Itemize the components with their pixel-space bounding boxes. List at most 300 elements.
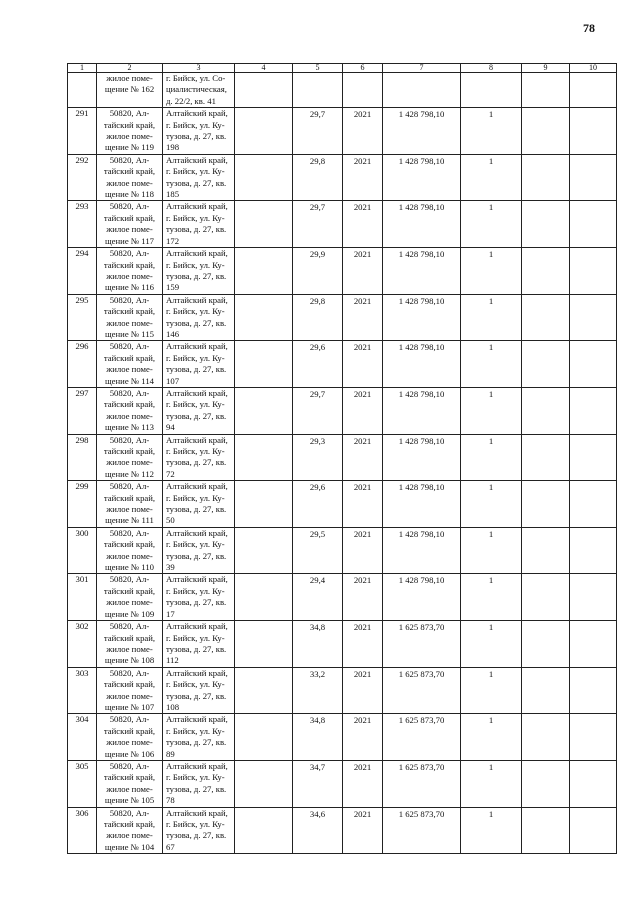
column-9-value-cell [522, 527, 570, 574]
column-4-value-cell [235, 574, 293, 621]
quantity-value: 1 [488, 528, 494, 539]
area-value-cell [293, 154, 343, 201]
object-name: 50820, Ал- тайский край, жилое поме- щение № 115 [103, 294, 156, 339]
year-value: 2021 [353, 715, 372, 726]
row-number: 294 [75, 248, 89, 259]
quantity-value: 1 [488, 808, 494, 819]
year-value: 2021 [353, 761, 372, 772]
column-10-value-cell [570, 201, 617, 248]
column-10-value-cell [570, 574, 617, 621]
quantity-value-cell [461, 527, 522, 574]
column-9-value-cell [522, 667, 570, 714]
area-value: 29,9 [309, 249, 326, 260]
quantity-value: 1 [488, 761, 494, 772]
column-9-value-cell [522, 154, 570, 201]
column-9-value-cell [522, 481, 570, 528]
object-name: 50820, Ал- тайский край, жилое поме- щение № 118 [103, 154, 156, 200]
year-value-cell [343, 621, 383, 668]
year-value-cell [343, 108, 383, 155]
year-value: 2021 [353, 668, 372, 679]
year-value-cell [343, 154, 383, 201]
year-value: 2021 [353, 528, 372, 539]
column-10-value-cell [570, 341, 617, 388]
column-10-value-cell [570, 73, 617, 108]
cost-value-cell [383, 434, 461, 481]
cost-value: 1 428 798,10 [398, 202, 445, 213]
column-10-value-cell [570, 760, 617, 807]
row-number-cell [68, 73, 97, 108]
cost-value-cell [383, 481, 461, 528]
column-9-value-cell [522, 248, 570, 295]
area-value: 29,8 [309, 155, 326, 166]
object-name-cell [97, 760, 163, 807]
object-name: 50820, Ал- тайский край, жилое поме- щение № 117 [103, 201, 156, 246]
row-number-cell [68, 248, 97, 295]
column-9-value-cell [522, 108, 570, 155]
cost-value-cell [383, 387, 461, 434]
table-row [68, 387, 617, 434]
year-value: 2021 [353, 575, 372, 586]
table-row [68, 574, 617, 621]
area-value: 29,3 [309, 435, 326, 446]
object-name-cell [97, 621, 163, 668]
year-value: 2021 [353, 155, 372, 166]
row-number-cell [68, 527, 97, 574]
column-4-value-cell [235, 387, 293, 434]
property-table [67, 63, 617, 854]
quantity-value-cell [461, 760, 522, 807]
column-10-value-cell [570, 108, 617, 155]
column-4-value-cell [235, 108, 293, 155]
row-number: 293 [75, 201, 89, 212]
column-header: 8 [461, 64, 522, 73]
row-number: 299 [75, 481, 89, 492]
quantity-value: 1 [488, 482, 494, 493]
address-cell [163, 667, 235, 714]
table-row [68, 621, 617, 668]
area-value-cell [293, 108, 343, 155]
column-4-value-cell [235, 760, 293, 807]
area-value-cell [293, 621, 343, 668]
cost-value: 1 428 798,10 [398, 388, 445, 399]
area-value-cell [293, 73, 343, 108]
object-name: 50820, Ал- тайский край, жилое поме- щение № 111 [103, 481, 156, 526]
quantity-value: 1 [488, 715, 494, 726]
area-value: 34,7 [309, 761, 326, 772]
area-value: 29,7 [309, 388, 326, 399]
table-row [68, 434, 617, 481]
table-row [68, 527, 617, 574]
quantity-value-cell [461, 387, 522, 434]
column-4-value-cell [235, 621, 293, 668]
cost-value-cell [383, 714, 461, 761]
area-value: 29,6 [309, 482, 326, 493]
year-value-cell [343, 341, 383, 388]
area-value-cell [293, 714, 343, 761]
quantity-value-cell [461, 667, 522, 714]
cost-value-cell [383, 341, 461, 388]
year-value: 2021 [353, 482, 372, 493]
year-value-cell [343, 201, 383, 248]
column-10-value-cell [570, 248, 617, 295]
row-number-cell [68, 108, 97, 155]
row-number: 303 [75, 667, 89, 678]
area-value-cell [293, 294, 343, 341]
address: Алтайский край, г. Бийск, ул. Ку- тузова, д. 27, кв. 185 [166, 154, 228, 200]
table-row [68, 667, 617, 714]
area-value-cell [293, 248, 343, 295]
column-10-value-cell [570, 481, 617, 528]
area-value: 34,8 [309, 622, 326, 633]
object-name: 50820, Ал- тайский край, жилое поме- щение № 114 [103, 341, 156, 386]
table-row [68, 73, 617, 108]
cost-value-cell [383, 201, 461, 248]
address-cell [163, 248, 235, 295]
address: Алтайский край, г. Бийск, ул. Ку- тузова, д. 27, кв. 78 [166, 760, 228, 806]
quantity-value: 1 [488, 342, 494, 353]
cost-value: 1 428 798,10 [398, 575, 445, 586]
object-name-cell [97, 341, 163, 388]
object-name: 50820, Ал- тайский край, жилое поме- щение № 108 [103, 621, 156, 666]
column-10-value-cell [570, 527, 617, 574]
cost-value: 1 625 873,70 [398, 668, 445, 679]
table-row [68, 341, 617, 388]
column-header: 3 [163, 64, 235, 73]
row-number-cell [68, 481, 97, 528]
area-value-cell [293, 574, 343, 621]
cost-value: 1 428 798,10 [398, 435, 445, 446]
column-9-value-cell [522, 201, 570, 248]
area-value-cell [293, 481, 343, 528]
row-number-cell [68, 760, 97, 807]
column-4-value-cell [235, 154, 293, 201]
cost-value-cell [383, 527, 461, 574]
cost-value: 1 625 873,70 [398, 808, 445, 819]
area-value-cell [293, 667, 343, 714]
cost-value-cell [383, 73, 461, 108]
column-header: 6 [343, 64, 383, 73]
address-cell [163, 714, 235, 761]
year-value-cell [343, 73, 383, 108]
cost-value-cell [383, 807, 461, 854]
table-row [68, 760, 617, 807]
column-10-value-cell [570, 667, 617, 714]
column-4-value-cell [235, 73, 293, 108]
cost-value-cell [383, 574, 461, 621]
column-9-value-cell [522, 714, 570, 761]
object-name: 50820, Ал- тайский край, жилое поме- щение № 109 [103, 574, 156, 619]
cost-value-cell [383, 294, 461, 341]
area-value-cell [293, 201, 343, 248]
quantity-value-cell [461, 201, 522, 248]
cost-value: 1 625 873,70 [398, 622, 445, 633]
quantity-value: 1 [488, 295, 494, 306]
column-9-value-cell [522, 387, 570, 434]
object-name: 50820, Ал- тайский край, жилое поме- щение № 112 [103, 434, 156, 479]
area-value: 29,7 [309, 202, 326, 213]
year-value: 2021 [353, 808, 372, 819]
area-value: 29,7 [309, 109, 326, 120]
year-value-cell [343, 387, 383, 434]
page-number: 78 [583, 21, 595, 35]
address: Алтайский край, г. Бийск, ул. Ку- тузова, д. 27, кв. 146 [166, 294, 228, 339]
column-header: 9 [522, 64, 570, 73]
row-number-cell [68, 667, 97, 714]
column-4-value-cell [235, 667, 293, 714]
address-cell [163, 527, 235, 574]
column-9-value-cell [522, 341, 570, 388]
column-header: 5 [293, 64, 343, 73]
address-cell [163, 574, 235, 621]
address-cell [163, 108, 235, 155]
object-name-cell [97, 714, 163, 761]
row-number-cell [68, 154, 97, 201]
row-number-cell [68, 387, 97, 434]
object-name-cell [97, 201, 163, 248]
quantity-value-cell [461, 248, 522, 295]
table-header-row [68, 64, 617, 73]
year-value-cell [343, 434, 383, 481]
column-10-value-cell [570, 434, 617, 481]
quantity-value: 1 [488, 575, 494, 586]
object-name-cell [97, 248, 163, 295]
object-name-cell [97, 108, 163, 155]
address: Алтайский край, г. Бийск, ул. Ку- тузова, д. 27, кв. 50 [166, 481, 228, 526]
address-cell [163, 387, 235, 434]
column-10-value-cell [570, 621, 617, 668]
cost-value: 1 428 798,10 [398, 482, 445, 493]
column-header: 7 [383, 64, 461, 73]
cost-value-cell [383, 154, 461, 201]
row-number-cell [68, 714, 97, 761]
address-cell [163, 621, 235, 668]
year-value-cell [343, 481, 383, 528]
column-10-value-cell [570, 807, 617, 854]
quantity-value: 1 [488, 249, 494, 260]
quantity-value-cell [461, 807, 522, 854]
row-number: 297 [75, 387, 89, 398]
year-value: 2021 [353, 342, 372, 353]
cost-value-cell [383, 760, 461, 807]
object-name-cell [97, 527, 163, 574]
row-number: 298 [75, 434, 89, 445]
table-row [68, 481, 617, 528]
object-name-cell [97, 667, 163, 714]
year-value-cell [343, 807, 383, 854]
quantity-value-cell [461, 621, 522, 668]
area-value-cell [293, 434, 343, 481]
cost-value: 1 428 798,10 [398, 109, 445, 120]
row-number: 300 [75, 527, 89, 538]
year-value-cell [343, 527, 383, 574]
column-header: 2 [97, 64, 163, 73]
address: Алтайский край, г. Бийск, ул. Ку- тузова, д. 27, кв. 89 [166, 714, 228, 759]
address: г. Бийск, ул. Со- циалистическая, д. 22/2, кв. 41 [166, 73, 227, 106]
table-row [68, 108, 617, 155]
cost-value-cell [383, 248, 461, 295]
year-value: 2021 [353, 202, 372, 213]
column-9-value-cell [522, 621, 570, 668]
column-4-value-cell [235, 341, 293, 388]
object-name: 50820, Ал- тайский край, жилое поме- щение № 116 [103, 248, 156, 293]
object-name: 50820, Ал- тайский край, жилое поме- щение № 110 [103, 527, 156, 573]
object-name-cell [97, 574, 163, 621]
row-number: 292 [75, 154, 89, 165]
area-value-cell [293, 807, 343, 854]
table-row [68, 714, 617, 761]
column-10-value-cell [570, 294, 617, 341]
address: Алтайский край, г. Бийск, ул. Ку- тузова, д. 27, кв. 67 [166, 807, 228, 852]
object-name-cell [97, 387, 163, 434]
column-header: 4 [235, 64, 293, 73]
quantity-value: 1 [488, 388, 494, 399]
address-cell [163, 760, 235, 807]
row-number: 301 [75, 574, 89, 585]
row-number: 291 [75, 108, 89, 119]
address-cell [163, 201, 235, 248]
cost-value: 1 428 798,10 [398, 295, 445, 306]
year-value-cell [343, 574, 383, 621]
year-value: 2021 [353, 622, 372, 633]
address-cell [163, 154, 235, 201]
address: Алтайский край, г. Бийск, ул. Ку- тузова, д. 27, кв. 17 [166, 574, 228, 619]
table-row [68, 807, 617, 854]
area-value: 34,6 [309, 808, 326, 819]
address: Алтайский край, г. Бийск, ул. Ку- тузова, д. 27, кв. 72 [166, 434, 228, 479]
year-value: 2021 [353, 109, 372, 120]
quantity-value-cell [461, 574, 522, 621]
quantity-value-cell [461, 341, 522, 388]
row-number-cell [68, 807, 97, 854]
column-4-value-cell [235, 714, 293, 761]
row-number: 306 [75, 807, 89, 818]
quantity-value: 1 [488, 668, 494, 679]
area-value: 33,2 [309, 668, 326, 679]
year-value-cell [343, 294, 383, 341]
column-9-value-cell [522, 73, 570, 108]
column-9-value-cell [522, 434, 570, 481]
table-row [68, 248, 617, 295]
address: Алтайский край, г. Бийск, ул. Ку- тузова, д. 27, кв. 39 [166, 527, 228, 573]
cost-value: 1 428 798,10 [398, 155, 445, 166]
year-value: 2021 [353, 388, 372, 399]
year-value-cell [343, 760, 383, 807]
object-name: 50820, Ал- тайский край, жилое поме- щение № 119 [103, 108, 156, 153]
table-row [68, 294, 617, 341]
quantity-value-cell [461, 108, 522, 155]
row-number-cell [68, 341, 97, 388]
area-value-cell [293, 341, 343, 388]
row-number: 302 [75, 621, 89, 632]
area-value: 29,4 [309, 575, 326, 586]
quantity-value: 1 [488, 155, 494, 166]
column-10-value-cell [570, 387, 617, 434]
quantity-value: 1 [488, 109, 494, 120]
address-cell [163, 341, 235, 388]
address-cell [163, 807, 235, 854]
object-name-cell [97, 481, 163, 528]
area-value-cell [293, 760, 343, 807]
column-9-value-cell [522, 574, 570, 621]
quantity-value-cell [461, 434, 522, 481]
area-value-cell [293, 527, 343, 574]
column-4-value-cell [235, 527, 293, 574]
column-4-value-cell [235, 807, 293, 854]
row-number: 305 [75, 760, 89, 771]
object-name: жилое поме- щение № 162 [104, 73, 155, 95]
column-10-value-cell [570, 714, 617, 761]
year-value-cell [343, 714, 383, 761]
address-cell [163, 434, 235, 481]
year-value: 2021 [353, 435, 372, 446]
row-number: 296 [75, 341, 89, 352]
year-value-cell [343, 667, 383, 714]
quantity-value-cell [461, 73, 522, 108]
address: Алтайский край, г. Бийск, ул. Ку- тузова, д. 27, кв. 112 [166, 621, 228, 666]
address: Алтайский край, г. Бийск, ул. Ку- тузова, д. 27, кв. 107 [166, 341, 228, 386]
quantity-value-cell [461, 481, 522, 528]
address-cell [163, 481, 235, 528]
row-number-cell [68, 201, 97, 248]
object-name-cell [97, 73, 163, 108]
object-name-cell [97, 434, 163, 481]
object-name: 50820, Ал- тайский край, жилое поме- щение № 107 [103, 667, 156, 712]
cost-value: 1 625 873,70 [398, 761, 445, 772]
column-4-value-cell [235, 201, 293, 248]
column-header: 10 [570, 64, 617, 73]
object-name: 50820, Ал- тайский край, жилое поме- щение № 104 [103, 807, 156, 852]
column-header: 1 [68, 64, 97, 73]
cost-value-cell [383, 108, 461, 155]
row-number: 304 [75, 714, 89, 725]
table-row [68, 201, 617, 248]
year-value: 2021 [353, 295, 372, 306]
address: Алтайский край, г. Бийск, ул. Ку- тузова, д. 27, кв. 198 [166, 108, 228, 153]
cost-value: 1 428 798,10 [398, 342, 445, 353]
column-4-value-cell [235, 248, 293, 295]
area-value: 29,6 [309, 342, 326, 353]
object-name-cell [97, 294, 163, 341]
cost-value: 1 428 798,10 [398, 249, 445, 260]
object-name: 50820, Ал- тайский край, жилое поме- щение № 106 [103, 714, 156, 759]
column-9-value-cell [522, 807, 570, 854]
row-number-cell [68, 574, 97, 621]
quantity-value-cell [461, 714, 522, 761]
column-4-value-cell [235, 434, 293, 481]
row-number-cell [68, 434, 97, 481]
address: Алтайский край, г. Бийск, ул. Ку- тузова, д. 27, кв. 94 [166, 387, 228, 433]
column-10-value-cell [570, 154, 617, 201]
quantity-value: 1 [488, 622, 494, 633]
object-name: 50820, Ал- тайский край, жилое поме- щение № 105 [103, 760, 156, 806]
object-name-cell [97, 807, 163, 854]
table-row [68, 154, 617, 201]
cost-value-cell [383, 667, 461, 714]
column-9-value-cell [522, 760, 570, 807]
column-4-value-cell [235, 481, 293, 528]
quantity-value: 1 [488, 202, 494, 213]
cost-value: 1 428 798,10 [398, 528, 445, 539]
area-value: 29,8 [309, 295, 326, 306]
address-cell [163, 73, 235, 108]
cost-value: 1 625 873,70 [398, 715, 445, 726]
area-value: 29,5 [309, 528, 326, 539]
address: Алтайский край, г. Бийск, ул. Ку- тузова, д. 27, кв. 108 [166, 667, 228, 712]
row-number-cell [68, 621, 97, 668]
object-name-cell [97, 154, 163, 201]
year-value: 2021 [353, 249, 372, 260]
object-name: 50820, Ал- тайский край, жилое поме- щение № 113 [103, 387, 156, 433]
